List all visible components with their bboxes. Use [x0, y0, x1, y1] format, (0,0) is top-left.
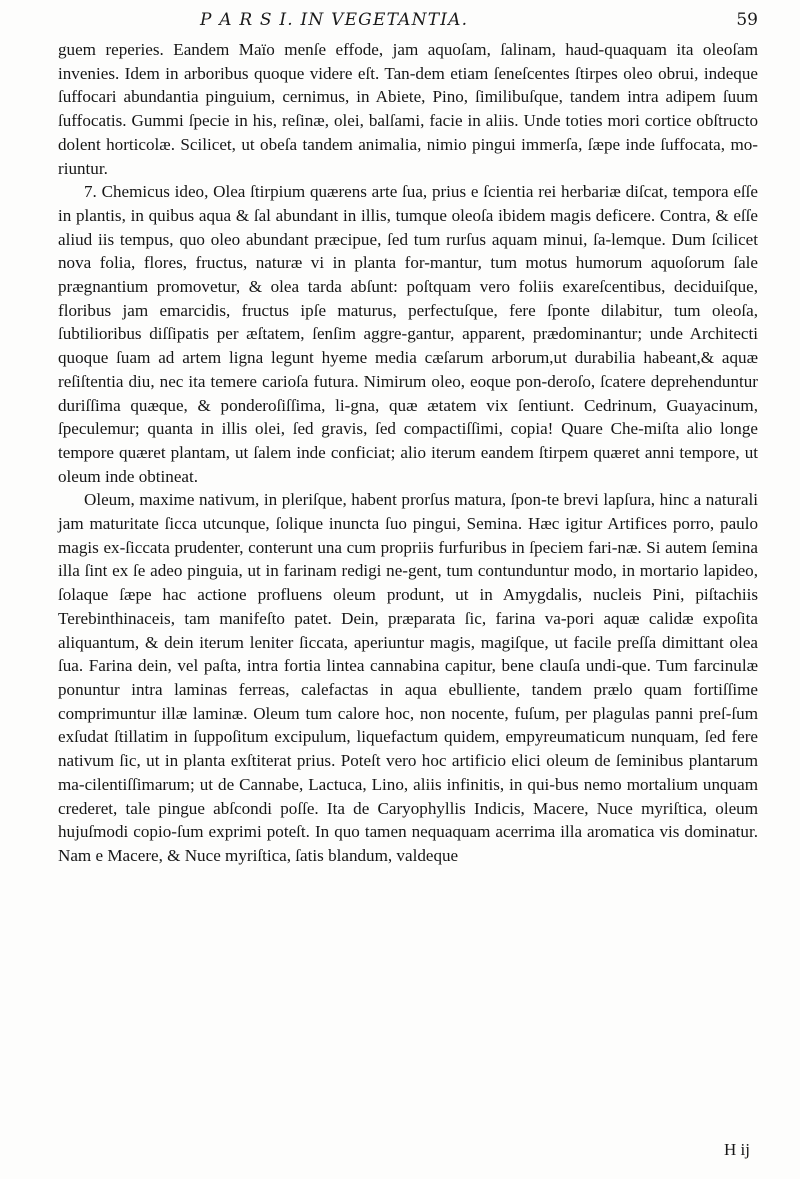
running-head: [0, 10, 800, 38]
paragraph-oleum: Oleum, maxime nativum, in pleriſque, habent prorſus matura, ſpon-te brevi lapſura, hinc a naturali jam maturitate ſicca utcunque, ſolique inuncta ſuo pingui, Semina. Hæc igitur Artifices porro, paulo magis ex-ſiccata prudenter, conterunt una cum propriis furfuribus in ſpeciem fari-næ. Si autem ſemina illa ſint ex ſe adeo pinguia, ut in farinam redigi ne-gent, tum contunduntur modo, in mortario lapideo, ſolaque ſæpe hac actione profluens oleum produnt, ut in Amygdalis, nucleis Pini, piſtachiis Terebinthinaceis, tam manifeſto patet. Dein, præparata ſic, farina va-pori aquæ calidæ expoſita aliquantum, & dein iterum leniter ſiccata, aperiuntur magis, magiſque, ut facile preſſa dimittant olea ſua. Farina dein, vel paſta, intra fortia lintea cannabina capitur, bene clauſa undi-que. Tum farcinulæ ponuntur intra laminas ferreas, calefactas in aqua ebulliente, tandem prælo quam fortiſſime comprimuntur illæ laminæ. Oleum tum calore hoc, non nocente, fuſum, per plagulas panni preſ-ſum exſudat ſtillatim in ſuppoſitum excipulum, liquefactum quidem, empyreumaticum nunquam, ſed fere nativum ſic, ut in planta exſtiterat prius. Poteſt vero hoc artificio elici oleum de ſeminibus plantarum ma-cilentiſſimarum; ut de Cannabe, Lactuca, Lino, aliis infinitis, in qui-bus nemo mortalium unquam crederet, tale pingue abſcondi poſſe. Ita de Caryophyllis Indicis, Macere, Nuce myriſtica, oleum hujuſmodi copio-ſum exprimi poteſt. In quo tamen nequaquam acerrima illa aromatica vis dominatur. Nam e Macere, & Nuce myriſtica, ſatis blandum, valdeque: [58, 490, 758, 865]
signature-mark: H ij: [724, 1140, 750, 1159]
running-head-title: P A R S I. IN VEGETANTIA.: [200, 10, 469, 30]
page-number: 59: [736, 10, 758, 30]
paragraph-continuation: guem reperies. Eandem Maïo menſe effode, jam aquoſam, ſalinam, haud-quaquam ita oleoſam invenies. Idem in arboribus quoque videre eſt. Tan-dem etiam ſeneſcentes ſtirpes oleo obrui, indeque ſuffocari abundantia pinguium, cernimus, in Abiete, Pino, ſimilibuſque, tandem intra adipem ſuum ſuffocatis. Gummi ſpecie in his, reſinæ, olei, balſami, facie in aliis. Unde toties mori cortice obſtructo dolent horticolæ. Scilicet, ut obeſa tandem animalia, nimio pingui immerſa, ſæpe inde ſuffocata, mo-riuntur.: [58, 40, 758, 178]
paragraph-section-7: 7. Chemicus ideo, Olea ſtirpium quærens arte ſua, prius e ſcientia rei herbariæ diſcat, tempora eſſe in plantis, in quibus aqua & ſal abundant in illis, tumque oleoſa ibidem magis deficere. Contra, & eſſe aliud iis tempus, quo oleo abundant præcipue, ſed tum rurſus aquam minui, ſa-lemque. Dum ſcilicet nova folia, flores, fructus, naturæ vi in planta for-mantur, tum motus humorum aquoſorum ſale prægnantium promovetur, & olea tarda abſunt: poſtquam vero foliis exareſcentibus, deciduiſque, floribus jam emarcidis, fructus ipſe maturus, perfectuſque, fere ſponte dilabitur, tum oleoſa, ſubtilioribus diſſipatis per æſtatem, ſenſim aggre-gantur, apparent, prædominantur; unde Architecti quoque ſuam ad artem ligna legunt hyeme media cæſarum arborum,ut durabilia habeant,& aquæ reſiſtentia diu, nec ita temere carioſa futura. Nimirum oleo, eoque pon-deroſo, ſcatere deprehenduntur duriſſima quæque, & ponderoſiſſima, li-gna, quæ ætatem vix ſentiunt. Cedrinum, Guayacinum, ſpeculemur; quanta in illis olei, ſed gravis, ſed compactiſſimi, copia! Quare Che-miſta alio longe tempore quæret plantam, ut ſalem inde conficiat; alio iterum eandem ſtirpem quæret anni tempore, ut oleum inde obtineat.: [58, 182, 758, 486]
body-text: [58, 38, 758, 868]
